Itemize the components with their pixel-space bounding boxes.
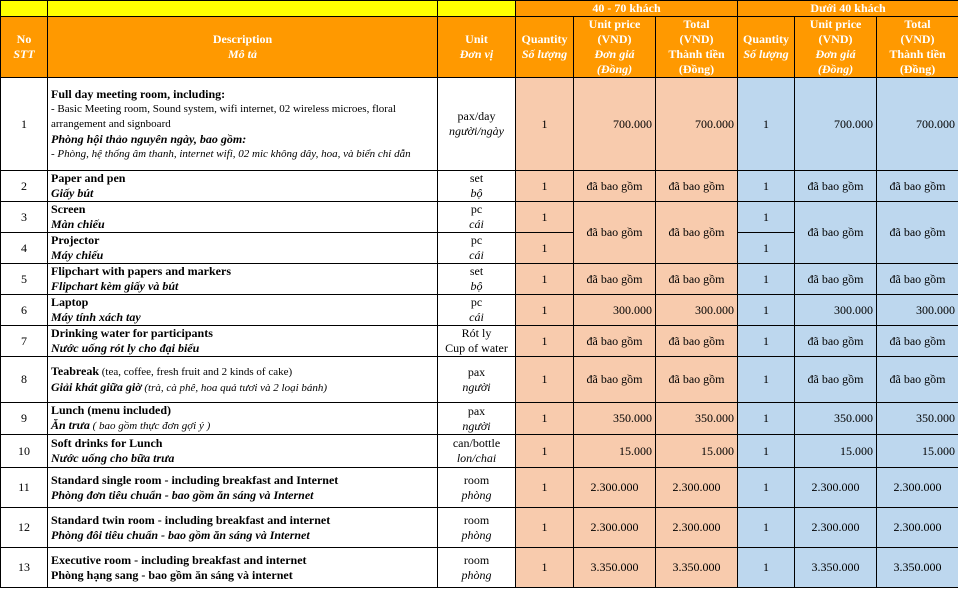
row-unit: pax người bbox=[438, 357, 516, 403]
total-1: 700.000 bbox=[656, 78, 738, 171]
price-1: 300.000 bbox=[574, 295, 656, 326]
row-description: Lunch (menu included) Ăn trưa ( bao gồm thực đơn gợi ý ) bbox=[48, 403, 438, 435]
qty-2: 1 bbox=[738, 233, 795, 264]
price-2: 300.000 bbox=[795, 295, 877, 326]
table-row bbox=[1, 403, 958, 435]
table-row bbox=[1, 435, 958, 468]
qty-2: 1 bbox=[738, 403, 795, 435]
qty-1: 1 bbox=[516, 403, 574, 435]
header-total-2: Total (VND) Thành tiền (Đồng) bbox=[877, 17, 958, 78]
row-number: 3 bbox=[1, 202, 48, 233]
row-unit: set bộ bbox=[438, 171, 516, 202]
row-unit: room phòng bbox=[438, 468, 516, 508]
row-number: 13 bbox=[1, 548, 48, 588]
qty-2: 1 bbox=[738, 202, 795, 233]
row-number: 9 bbox=[1, 403, 48, 435]
price-2: 700.000 bbox=[795, 78, 877, 171]
total-1: đã bao gồm bbox=[656, 326, 738, 357]
row-number: 1 bbox=[1, 78, 48, 171]
table-row bbox=[1, 295, 958, 326]
blank-cell bbox=[1, 1, 48, 17]
total-2: đã bao gồm bbox=[877, 326, 958, 357]
price-2: 3.350.000 bbox=[795, 548, 877, 588]
price-2: 350.000 bbox=[795, 403, 877, 435]
table-row bbox=[1, 78, 958, 171]
row-number: 7 bbox=[1, 326, 48, 357]
qty-2: 1 bbox=[738, 295, 795, 326]
group-header-row bbox=[1, 1, 958, 17]
table-row bbox=[1, 468, 958, 508]
table-row bbox=[1, 326, 958, 357]
total-1: 15.000 bbox=[656, 435, 738, 468]
qty-2: 1 bbox=[738, 78, 795, 171]
total-1: đã bao gồm bbox=[656, 264, 738, 295]
qty-1: 1 bbox=[516, 264, 574, 295]
table-row bbox=[1, 357, 958, 403]
total-2-merged: đã bao gồm bbox=[877, 202, 958, 264]
total-2: đã bao gồm bbox=[877, 171, 958, 202]
total-2: 350.000 bbox=[877, 403, 958, 435]
row-unit: pax người bbox=[438, 403, 516, 435]
header-description: Description Mô tả bbox=[48, 17, 438, 78]
total-2: 2.300.000 bbox=[877, 468, 958, 508]
total-2: 15.000 bbox=[877, 435, 958, 468]
price-1: đã bao gồm bbox=[574, 326, 656, 357]
group-under-40: Dưới 40 khách bbox=[738, 1, 958, 17]
total-1: 3.350.000 bbox=[656, 548, 738, 588]
row-number: 6 bbox=[1, 295, 48, 326]
price-1: đã bao gồm bbox=[574, 264, 656, 295]
row-unit: room phòng bbox=[438, 508, 516, 548]
qty-1: 1 bbox=[516, 468, 574, 508]
qty-2: 1 bbox=[738, 468, 795, 508]
header-quantity-2: Quantity Số lượng bbox=[738, 17, 795, 78]
row-unit: pc cái bbox=[438, 233, 516, 264]
table-row bbox=[1, 171, 958, 202]
qty-1: 1 bbox=[516, 233, 574, 264]
total-2: 300.000 bbox=[877, 295, 958, 326]
total-1: 2.300.000 bbox=[656, 468, 738, 508]
qty-2: 1 bbox=[738, 326, 795, 357]
total-1: đã bao gồm bbox=[656, 357, 738, 403]
price-1: 15.000 bbox=[574, 435, 656, 468]
row-description: Full day meeting room, including: - Basic Meeting room, Sound system, wifi internet, 02 wireless microes, floral arrangement and signboard Phòng hội thảo nguyên ngày, bao gồm: - Phòng, hệ thống âm thanh, internet wifi, 02 mic không dây, hoa, và biển chỉ dẫn bbox=[48, 78, 438, 171]
price-1: 350.000 bbox=[574, 403, 656, 435]
total-2: đã bao gồm bbox=[877, 357, 958, 403]
qty-2: 1 bbox=[738, 264, 795, 295]
qty-2: 1 bbox=[738, 508, 795, 548]
qty-1: 1 bbox=[516, 357, 574, 403]
header-no: No STT bbox=[1, 17, 48, 78]
header-total-1: Total (VND) Thành tiền (Đồng) bbox=[656, 17, 738, 78]
table-row bbox=[1, 548, 958, 588]
qty-2: 1 bbox=[738, 357, 795, 403]
qty-1: 1 bbox=[516, 295, 574, 326]
total-1: đã bao gồm bbox=[656, 171, 738, 202]
price-2: 2.300.000 bbox=[795, 508, 877, 548]
row-unit: room phòng bbox=[438, 548, 516, 588]
row-unit: Rót ly Cup of water bbox=[438, 326, 516, 357]
total-1: 2.300.000 bbox=[656, 508, 738, 548]
row-unit: set bộ bbox=[438, 264, 516, 295]
total-2: 700.000 bbox=[877, 78, 958, 171]
row-description: Laptop Máy tính xách tay bbox=[48, 295, 438, 326]
row-description: Soft drinks for Lunch Nước uống cho bữa trưa bbox=[48, 435, 438, 468]
price-2: đã bao gồm bbox=[795, 264, 877, 295]
total-1: 300.000 bbox=[656, 295, 738, 326]
blank-cell bbox=[438, 1, 516, 17]
qty-1: 1 bbox=[516, 171, 574, 202]
row-unit: pc cái bbox=[438, 202, 516, 233]
price-1: 700.000 bbox=[574, 78, 656, 171]
row-number: 8 bbox=[1, 357, 48, 403]
row-unit: can/bottle lon/chai bbox=[438, 435, 516, 468]
row-description: Drinking water for participants Nước uống rót ly cho đại biểu bbox=[48, 326, 438, 357]
header-quantity-1: Quantity Số lượng bbox=[516, 17, 574, 78]
qty-1: 1 bbox=[516, 78, 574, 171]
price-1: đã bao gồm bbox=[574, 357, 656, 403]
price-2: 15.000 bbox=[795, 435, 877, 468]
qty-2: 1 bbox=[738, 171, 795, 202]
table-row bbox=[1, 202, 958, 233]
table-row bbox=[1, 264, 958, 295]
qty-1: 1 bbox=[516, 435, 574, 468]
blank-cell bbox=[48, 1, 438, 17]
price-1: đã bao gồm bbox=[574, 171, 656, 202]
header-unit: Unit Đơn vị bbox=[438, 17, 516, 78]
header-unit-price-2: Unit price (VND) Đơn giá (Đồng) bbox=[795, 17, 877, 78]
qty-1: 1 bbox=[516, 508, 574, 548]
row-number: 2 bbox=[1, 171, 48, 202]
qty-2: 1 bbox=[738, 548, 795, 588]
column-header-row bbox=[1, 17, 958, 78]
row-description: Executive room - including breakfast and internet Phòng hạng sang - bao gồm ăn sáng và internet bbox=[48, 548, 438, 588]
row-number: 4 bbox=[1, 233, 48, 264]
row-number: 12 bbox=[1, 508, 48, 548]
price-1: 2.300.000 bbox=[574, 508, 656, 548]
price-1-merged: đã bao gồm bbox=[574, 202, 656, 264]
price-2: đã bao gồm bbox=[795, 326, 877, 357]
total-1: 350.000 bbox=[656, 403, 738, 435]
row-unit: pax/day người/ngày bbox=[438, 78, 516, 171]
price-1: 3.350.000 bbox=[574, 548, 656, 588]
qty-1: 1 bbox=[516, 202, 574, 233]
price-2: đã bao gồm bbox=[795, 357, 877, 403]
total-1-merged: đã bao gồm bbox=[656, 202, 738, 264]
price-1: 2.300.000 bbox=[574, 468, 656, 508]
qty-1: 1 bbox=[516, 548, 574, 588]
row-description: Flipchart with papers and markers Flipchart kèm giấy và bút bbox=[48, 264, 438, 295]
row-number: 10 bbox=[1, 435, 48, 468]
price-2-merged: đã bao gồm bbox=[795, 202, 877, 264]
group-40-70: 40 - 70 khách bbox=[516, 1, 738, 17]
row-number: 5 bbox=[1, 264, 48, 295]
row-description: Screen Màn chiếu bbox=[48, 202, 438, 233]
table-row bbox=[1, 508, 958, 548]
row-number: 11 bbox=[1, 468, 48, 508]
row-description: Standard single room - including breakfast and Internet Phòng đơn tiêu chuẩn - bao gồm ăn sáng và Internet bbox=[48, 468, 438, 508]
total-2: 2.300.000 bbox=[877, 508, 958, 548]
price-2: 2.300.000 bbox=[795, 468, 877, 508]
row-description: Projector Máy chiếu bbox=[48, 233, 438, 264]
total-2: 3.350.000 bbox=[877, 548, 958, 588]
row-description: Standard twin room - including breakfast and internet Phòng đôi tiêu chuẩn - bao gồm ăn sáng và Internet bbox=[48, 508, 438, 548]
row-description: Paper and pen Giấy bút bbox=[48, 171, 438, 202]
price-2: đã bao gồm bbox=[795, 171, 877, 202]
total-2: đã bao gồm bbox=[877, 264, 958, 295]
qty-2: 1 bbox=[738, 435, 795, 468]
header-unit-price-1: Unit price (VND) Đơn giá (Đồng) bbox=[574, 17, 656, 78]
row-unit: pc cái bbox=[438, 295, 516, 326]
row-description: Teabreak (tea, coffee, fresh fruit and 2 kinds of cake) Giải khát giữa giờ (trà, cà phê, hoa quả tươi và 2 loại bánh) bbox=[48, 357, 438, 403]
qty-1: 1 bbox=[516, 326, 574, 357]
